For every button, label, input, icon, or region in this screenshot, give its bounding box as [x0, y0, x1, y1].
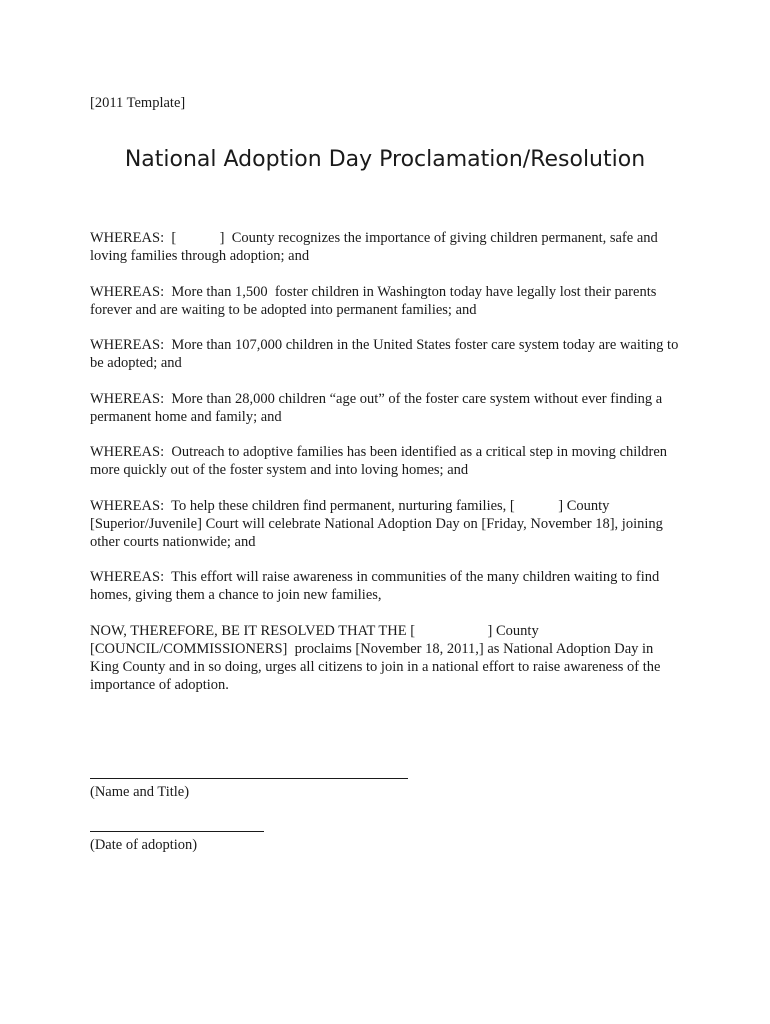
name-title-label: (Name and Title) — [90, 784, 190, 800]
whereas-paragraph-7: WHEREAS: This effort will raise awareness in communities of the many children waiting to find homes, giving them a chance to join new families, — [90, 569, 663, 603]
template-tag: [2011 Template] — [90, 95, 186, 111]
whereas-paragraph-1: WHEREAS: [ ] County recognizes the importance of giving children permanent, safe and loving families through adoption; and — [90, 230, 662, 264]
resolution-paragraph: NOW, THEREFORE, BE IT RESOLVED THAT THE [ ] County [COUNCIL/COMMISSIONERS] proclaims [November 18, 2011,] as National Adoption Day in King County and in so doing, urges all citizens to join in a national effort to raise awareness of the importance of adoption. — [90, 622, 665, 693]
date-of-adoption-label: (Date of adoption) — [90, 837, 198, 853]
name-signature-line — [90, 778, 408, 779]
whereas-paragraph-6: WHEREAS: To help these children find permanent, nurturing families, [ ] County [Superior/Juvenile] Court will celebrate National Adoption Day on [Friday, November 18], joining other courts nationwide; and — [90, 497, 667, 550]
whereas-paragraph-3: WHEREAS: More than 107,000 children in the United States foster care system today are waiting to be adopted; and — [90, 337, 682, 371]
whereas-paragraph-2: WHEREAS: More than 1,500 foster children in Washington today have legally lost their parents forever and are waiting to be adopted into permanent families; and — [90, 283, 660, 318]
date-signature-line — [90, 831, 264, 832]
whereas-paragraph-4: WHEREAS: More than 28,000 children “age out” of the foster care system without ever finding a permanent home and family; and — [90, 390, 666, 425]
document-body — [90, 229, 685, 711]
whereas-paragraph-5: WHEREAS: Outreach to adoptive families has been identified as a critical step in moving children more quickly out of the foster system and into loving homes; and — [90, 444, 671, 478]
document-title: National Adoption Day Proclamation/Resolution — [124, 147, 646, 172]
